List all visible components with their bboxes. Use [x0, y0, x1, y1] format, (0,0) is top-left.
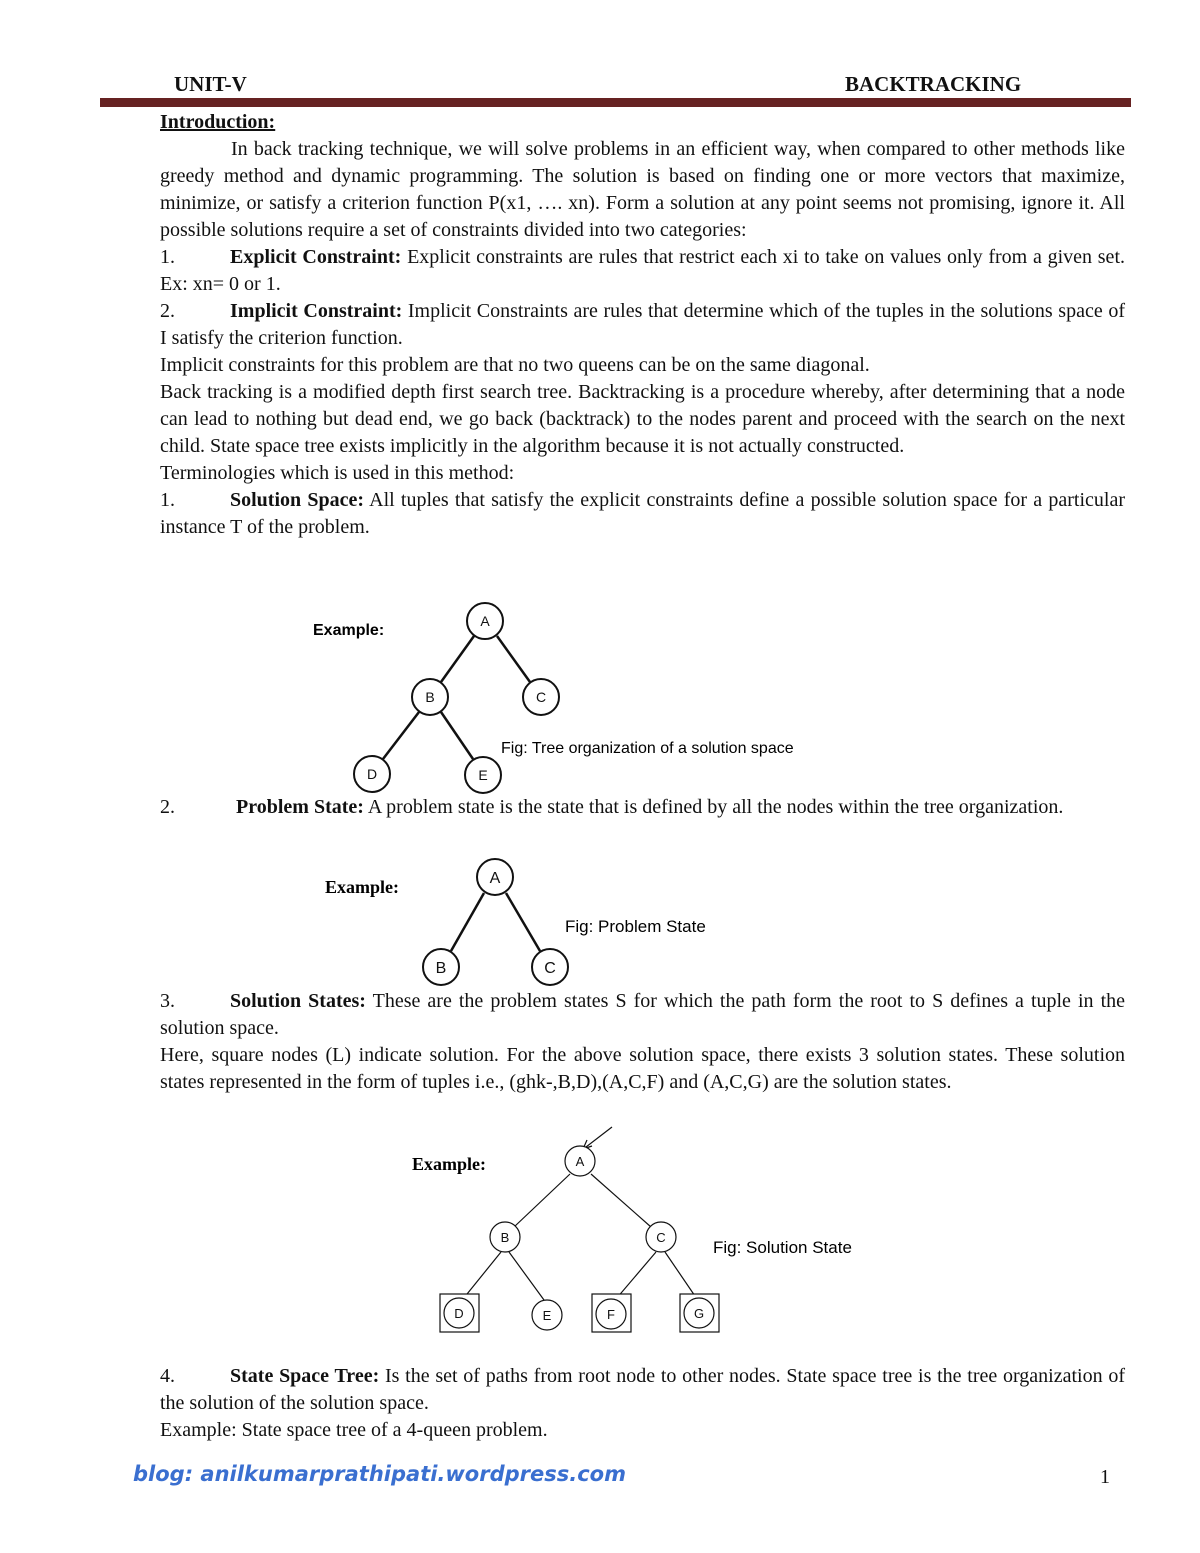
- node-label: F: [607, 1307, 615, 1322]
- definition: All tuples that satisfy the explicit constraints define a possible solution space for a particular instance T of the problem.: [160, 489, 1125, 538]
- blog-link[interactable]: blog: anilkumarprathipati.wordpress.com: [133, 1462, 626, 1486]
- list-number: 3.: [160, 990, 175, 1012]
- header-unit: UNIT-V: [174, 72, 247, 96]
- list-number: 2.: [160, 796, 175, 818]
- definition: Implicit Constraints are rules that determine which of the tuples in the solutions space of I satisfy the criterion function.: [160, 300, 1125, 349]
- list-number: 4.: [160, 1365, 175, 1387]
- node-label: A: [575, 1154, 585, 1169]
- node-label: A: [489, 870, 501, 887]
- term: State Space Tree:: [230, 1365, 380, 1387]
- term: Solution States:: [230, 990, 366, 1012]
- node-label: D: [366, 766, 378, 782]
- example-label: Example:: [313, 622, 385, 639]
- paragraph: Implicit constraints for this problem are that no two queens can be on the same diagonal.: [160, 354, 870, 376]
- intro-paragraph: In back tracking technique, we will solve problems in an efficient way, when compared to other methods like greedy method and dynamic programming. The solution is based on finding one or more vectors that maximize, minimize, or satisfy a criterion function P(x1, …. xn). Form a solution at any point seems not promising, ignore it. All possible solutions require a set of constraints divided into two categories:: [160, 138, 1125, 241]
- node-label: B: [435, 960, 447, 977]
- term: Implicit Constraint:: [230, 300, 403, 322]
- term: Explicit Constraint:: [230, 246, 402, 268]
- paragraph: Back tracking is a modified depth first search tree. Backtracking is a procedure whereby, after determining that a node can lead to nothing but dead end, we go back (backtrack) to the nodes parent and proceed with the search on the next child. State space tree exists implicitly in the algorithm because it is not actually constructed.: [160, 381, 1125, 457]
- node-label: C: [535, 689, 547, 705]
- list-number: 1.: [160, 246, 175, 268]
- paragraph: Here, square nodes (L) indicate solution. For the above solution space, there exists 3 solution states. These solution states represented in the form of tuples i.e., (ghk-,B,D),(A,C,F) and (A,C,G) are the solution states.: [160, 1044, 1125, 1093]
- fig2-edges: [451, 893, 540, 951]
- paragraph: Example: State space tree of a 4-queen problem.: [160, 1419, 548, 1441]
- example-label: Example:: [325, 877, 399, 897]
- list-number: 1.: [160, 489, 175, 511]
- paragraph: Terminologies which is used in this method:: [160, 462, 515, 484]
- page-number: 1: [1100, 1466, 1110, 1488]
- node-label: C: [544, 960, 556, 977]
- term: Problem State:: [236, 796, 364, 818]
- list-number: 2.: [160, 300, 175, 322]
- node-label: A: [480, 613, 490, 629]
- example-label: Example:: [412, 1154, 486, 1174]
- intro-heading: Introduction:: [160, 111, 276, 133]
- term: Solution Space:: [230, 489, 365, 511]
- node-label: B: [425, 689, 435, 705]
- figure-caption: Fig: Solution State: [713, 1238, 852, 1257]
- figure-caption: Fig: Problem State: [565, 917, 706, 936]
- node-label: G: [693, 1306, 705, 1321]
- definition: These are the problem states S for which the path form the root to S defines a tuple in the solution space.: [160, 990, 1125, 1039]
- node-label: E: [542, 1308, 552, 1323]
- figure-caption: Fig: Tree organization of a solution space: [501, 740, 794, 757]
- fig1-labels: [367, 613, 546, 783]
- node-label: E: [478, 767, 488, 783]
- definition: Explicit constraints are rules that restrict each xi to take on values only from a given set. Ex: xn= 0 or 1.: [160, 246, 1125, 295]
- node-label: B: [500, 1230, 510, 1245]
- fig1-nodes: [354, 603, 559, 793]
- definition: A problem state is the state that is defined by all the nodes within the tree organization.: [363, 796, 1064, 818]
- definition: Is the set of paths from root node to other nodes. State space tree is the tree organization of the solution of the solution space.: [160, 1365, 1125, 1414]
- node-label: D: [454, 1306, 464, 1321]
- node-label: C: [656, 1230, 666, 1245]
- header-topic: BACKTRACKING: [845, 72, 1022, 96]
